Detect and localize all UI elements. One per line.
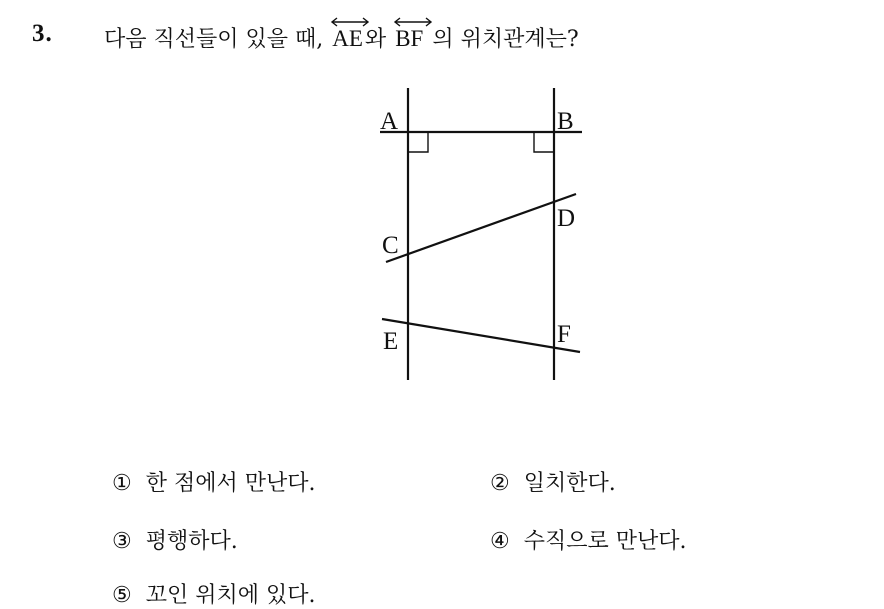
line-ae bbox=[332, 26, 363, 52]
line-ef-segment bbox=[382, 319, 580, 352]
choice-5-text: 꼬인 위치에 있다. bbox=[145, 583, 316, 608]
choice-3-mark: ③ bbox=[112, 529, 132, 554]
right-angle-mark-b bbox=[534, 132, 554, 152]
choice-1-text: 한 점에서 만난다. bbox=[145, 471, 316, 496]
choice-4-text: 수직으로 만난다. bbox=[523, 529, 687, 554]
question-conj: 와 bbox=[364, 27, 387, 52]
question-number: 3. bbox=[32, 20, 53, 47]
point-label-e: E bbox=[383, 328, 399, 355]
line-bf bbox=[395, 26, 423, 52]
choice-4-mark: ④ bbox=[490, 529, 510, 554]
question-prefix: 다음 직선들이 있을 때, bbox=[104, 27, 324, 52]
choice-5-mark: ⑤ bbox=[112, 583, 132, 608]
choice-1[interactable] bbox=[112, 466, 315, 497]
point-label-b: B bbox=[557, 108, 574, 135]
choice-5[interactable] bbox=[112, 578, 315, 609]
question-text bbox=[104, 22, 579, 53]
choice-2-mark: ② bbox=[490, 471, 510, 496]
geometry-figure bbox=[370, 86, 600, 386]
line-cd-segment bbox=[386, 194, 576, 262]
line-ae-label: AE bbox=[332, 26, 363, 51]
choice-2[interactable] bbox=[490, 466, 616, 497]
point-label-d: D bbox=[557, 205, 576, 232]
choice-4[interactable] bbox=[490, 524, 687, 555]
choice-3-text: 평행하다. bbox=[145, 529, 238, 554]
right-angle-mark-a bbox=[408, 132, 428, 152]
point-label-f: F bbox=[557, 321, 571, 348]
question-suffix: 의 위치관계는? bbox=[432, 27, 579, 52]
point-label-c: C bbox=[382, 232, 399, 259]
point-label-a: A bbox=[380, 108, 399, 135]
choice-2-text: 일치한다. bbox=[523, 471, 616, 496]
line-bf-label: BF bbox=[395, 26, 424, 51]
choice-3[interactable] bbox=[112, 524, 238, 555]
choice-1-mark: ① bbox=[112, 471, 132, 496]
